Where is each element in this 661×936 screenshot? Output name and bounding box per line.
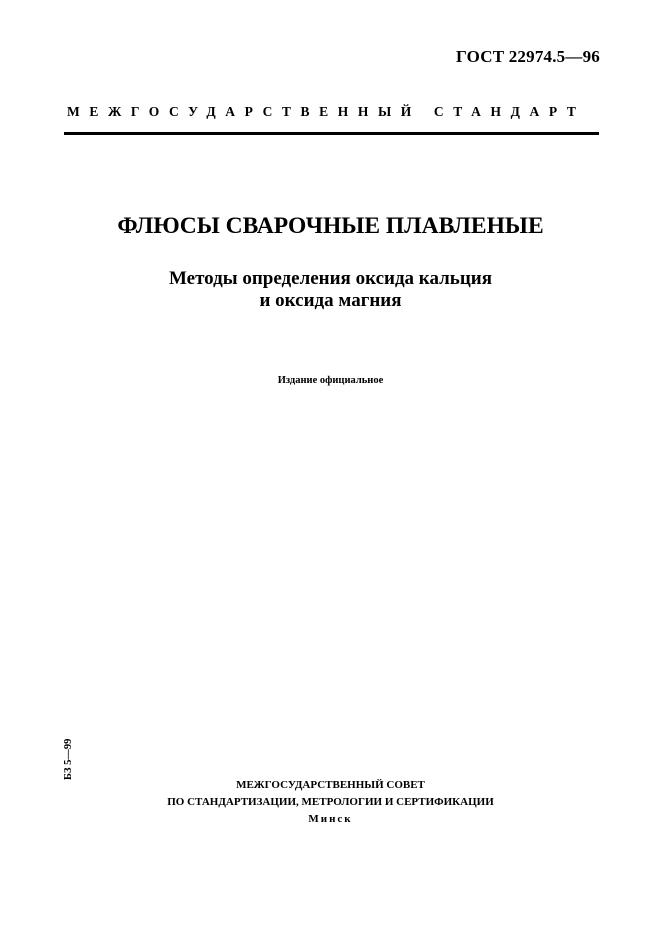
publisher-line-1: МЕЖГОСУДАРСТВЕННЫЙ СОВЕТ bbox=[236, 779, 425, 791]
subtitle-line-2: и оксида магния bbox=[259, 290, 402, 311]
standard-type-heading: МЕЖГОСУДАРСТВЕННЫЙ СТАНДАРТ bbox=[67, 104, 586, 119]
publisher-block bbox=[0, 777, 661, 828]
subtitle-line-1: Методы определения оксида кальция bbox=[168, 268, 493, 289]
publisher-city: Минск bbox=[308, 813, 353, 825]
document-title: ФЛЮСЫ СВАРОЧНЫЕ ПЛАВЛЕНЫЕ bbox=[117, 213, 544, 239]
publisher-line-2: ПО СТАНДАРТИЗАЦИИ, МЕТРОЛОГИИ И СЕРТИФИКАЦИИ bbox=[167, 796, 494, 808]
side-catalog-code: БЗ 5—99 bbox=[63, 738, 74, 780]
document-number: ГОСТ 22974.5—96 bbox=[456, 47, 600, 66]
document-subtitle bbox=[0, 268, 661, 312]
header-divider bbox=[64, 132, 599, 135]
edition-note: Издание официальное bbox=[277, 375, 384, 386]
